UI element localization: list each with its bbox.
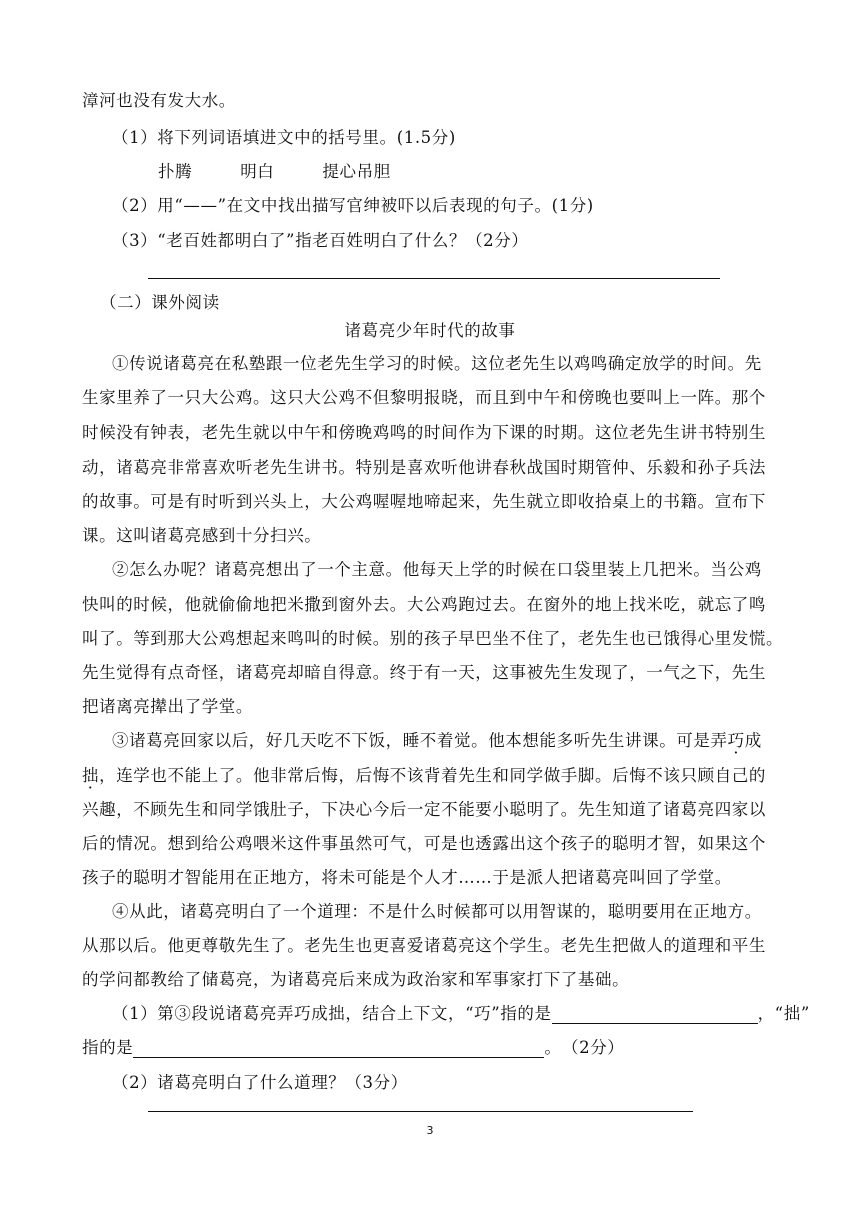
answer-blank[interactable] — [552, 1005, 758, 1024]
paragraph-line: 叫了。等到那大公鸡想起来鸣叫的时候。别的孩子早巴坐不住了，老先生也已饿得心里发慌。 — [82, 629, 784, 648]
paragraph-line: 的故事。可是有时听到兴头上，大公鸡喔喔地啼起来，先生就立即收拾桌上的书籍。宣布下 — [82, 492, 766, 511]
question-1: （1）将下列词语填进文中的括号里。(1.5分) — [112, 128, 456, 147]
paragraph-line: 后的情况。想到给公鸡喂米这件事虽然可气，可是也透露出这个孩子的聪明才智，如果这个 — [82, 834, 766, 853]
paragraph-line: 时候没有钟表，老先生就以中午和傍晚鸡鸣的时间作为下课的时期。这位老先生讲书特别生 — [82, 423, 766, 442]
exercise-1-cont — [82, 1038, 624, 1058]
exercise-text: ，“拙” — [757, 1004, 810, 1023]
exercise-text: 。 （2分） — [544, 1038, 625, 1057]
paragraph-line — [112, 731, 762, 751]
paragraph-text: ，连学也不能上了。他非常后悔，后悔不该背着先生和同学做手脚。后悔不该只顾自己的 — [99, 766, 767, 785]
paragraph-line — [82, 766, 766, 786]
paragraph-line: 快叫的时候，他就偷偷地把米撒到窗外去。大公鸡跑过去。在窗外的地上找米吃，就忘了鸣 — [82, 595, 766, 614]
paragraph-line: 从那以后。他更尊敬先生了。老先生也更喜爱诸葛亮这个学生。老先生把做人的道理和平生 — [82, 936, 766, 955]
exercise-text: （1）第③段说诸葛亮弄巧成拙，结合上下文，“巧”指的是 — [112, 1004, 552, 1023]
paragraph-line: 把诸离亮撵出了学堂。 — [82, 697, 253, 716]
section-heading: （二）课外阅读 — [100, 293, 220, 312]
word-item: 扑腾 — [158, 162, 193, 181]
word-bank — [158, 162, 439, 182]
paragraph-text: ③诸葛亮回家以后，好几天吃不下饭，睡不着觉。他本想能多听先生讲课。可是 — [112, 731, 711, 750]
answer-line[interactable] — [148, 278, 720, 279]
question-3: （3）“老百姓都明白了”指老百姓明白了什么？（2分） — [112, 231, 529, 250]
paragraph-line: 课。这叫诸葛亮感到十分扫兴。 — [82, 526, 322, 545]
exercise-2: （2）诸葛亮明白了什么道理？（3分） — [112, 1073, 408, 1092]
article-title: 诸葛亮少年时代的故事 — [344, 321, 516, 340]
passage-end-line: 漳河也没有发大水。 — [82, 91, 236, 110]
paragraph-line: 孩子的聪明才智能用在正地方，将未可能是个人才……于是派人把诸葛亮叫回了学堂。 — [82, 868, 732, 887]
answer-blank[interactable] — [133, 1039, 544, 1058]
question-2: （2）用“——”在文中找出描写官绅被吓以后表现的句子。(1分) — [112, 196, 594, 215]
paragraph-line: ④从此，诸葛亮明白了一个道理：不是什么时候都可以用智谋的，聪明要用在正地方。 — [112, 902, 762, 921]
paragraph-line: 先生觉得有点奇怪，诸葛亮却暗自得意。终于有一天，这事被先生发现了，一气之下，先生 — [82, 663, 766, 682]
emphasized-phrase: 弄巧成 — [710, 731, 762, 750]
paragraph-line: 生家里养了一只大公鸡。这只大公鸡不但黎明报晓，而且到中午和傍晚也要叫上一阵。那个 — [82, 388, 766, 407]
exercise-1 — [112, 1004, 810, 1024]
word-item: 明白 — [240, 162, 275, 181]
exercise-text: 指的是 — [82, 1038, 134, 1057]
answer-line[interactable] — [148, 1111, 693, 1112]
word-item: 提心吊胆 — [322, 162, 391, 181]
paragraph-line: 兴趣，不顾先生和同学饿肚子，下决心今后一定不能要小聪明了。先生知道了诸葛亮四家以 — [82, 800, 766, 819]
emphasized-phrase: 拙 — [82, 766, 100, 785]
page-number: 3 — [426, 1124, 434, 1137]
paragraph-line: ②怎么办呢？诸葛亮想出了一个主意。他每天上学的时候在口袋里装上几把米。当公鸡 — [112, 560, 762, 579]
paragraph-line: 动，诸葛亮非常喜欢听老先生讲书。特别是喜欢听他讲春秋战国时期管仲、乐毅和孙子兵法 — [82, 458, 766, 477]
paragraph-line: ①传说诸葛亮在私塾跟一位老先生学习的时候。这位老先生以鸡鸣确定放学的时间。先 — [112, 354, 762, 373]
paragraph-line: 的学问都教给了储葛亮，为诸葛亮后来成为政治家和军事家打下了基础。 — [82, 970, 630, 989]
